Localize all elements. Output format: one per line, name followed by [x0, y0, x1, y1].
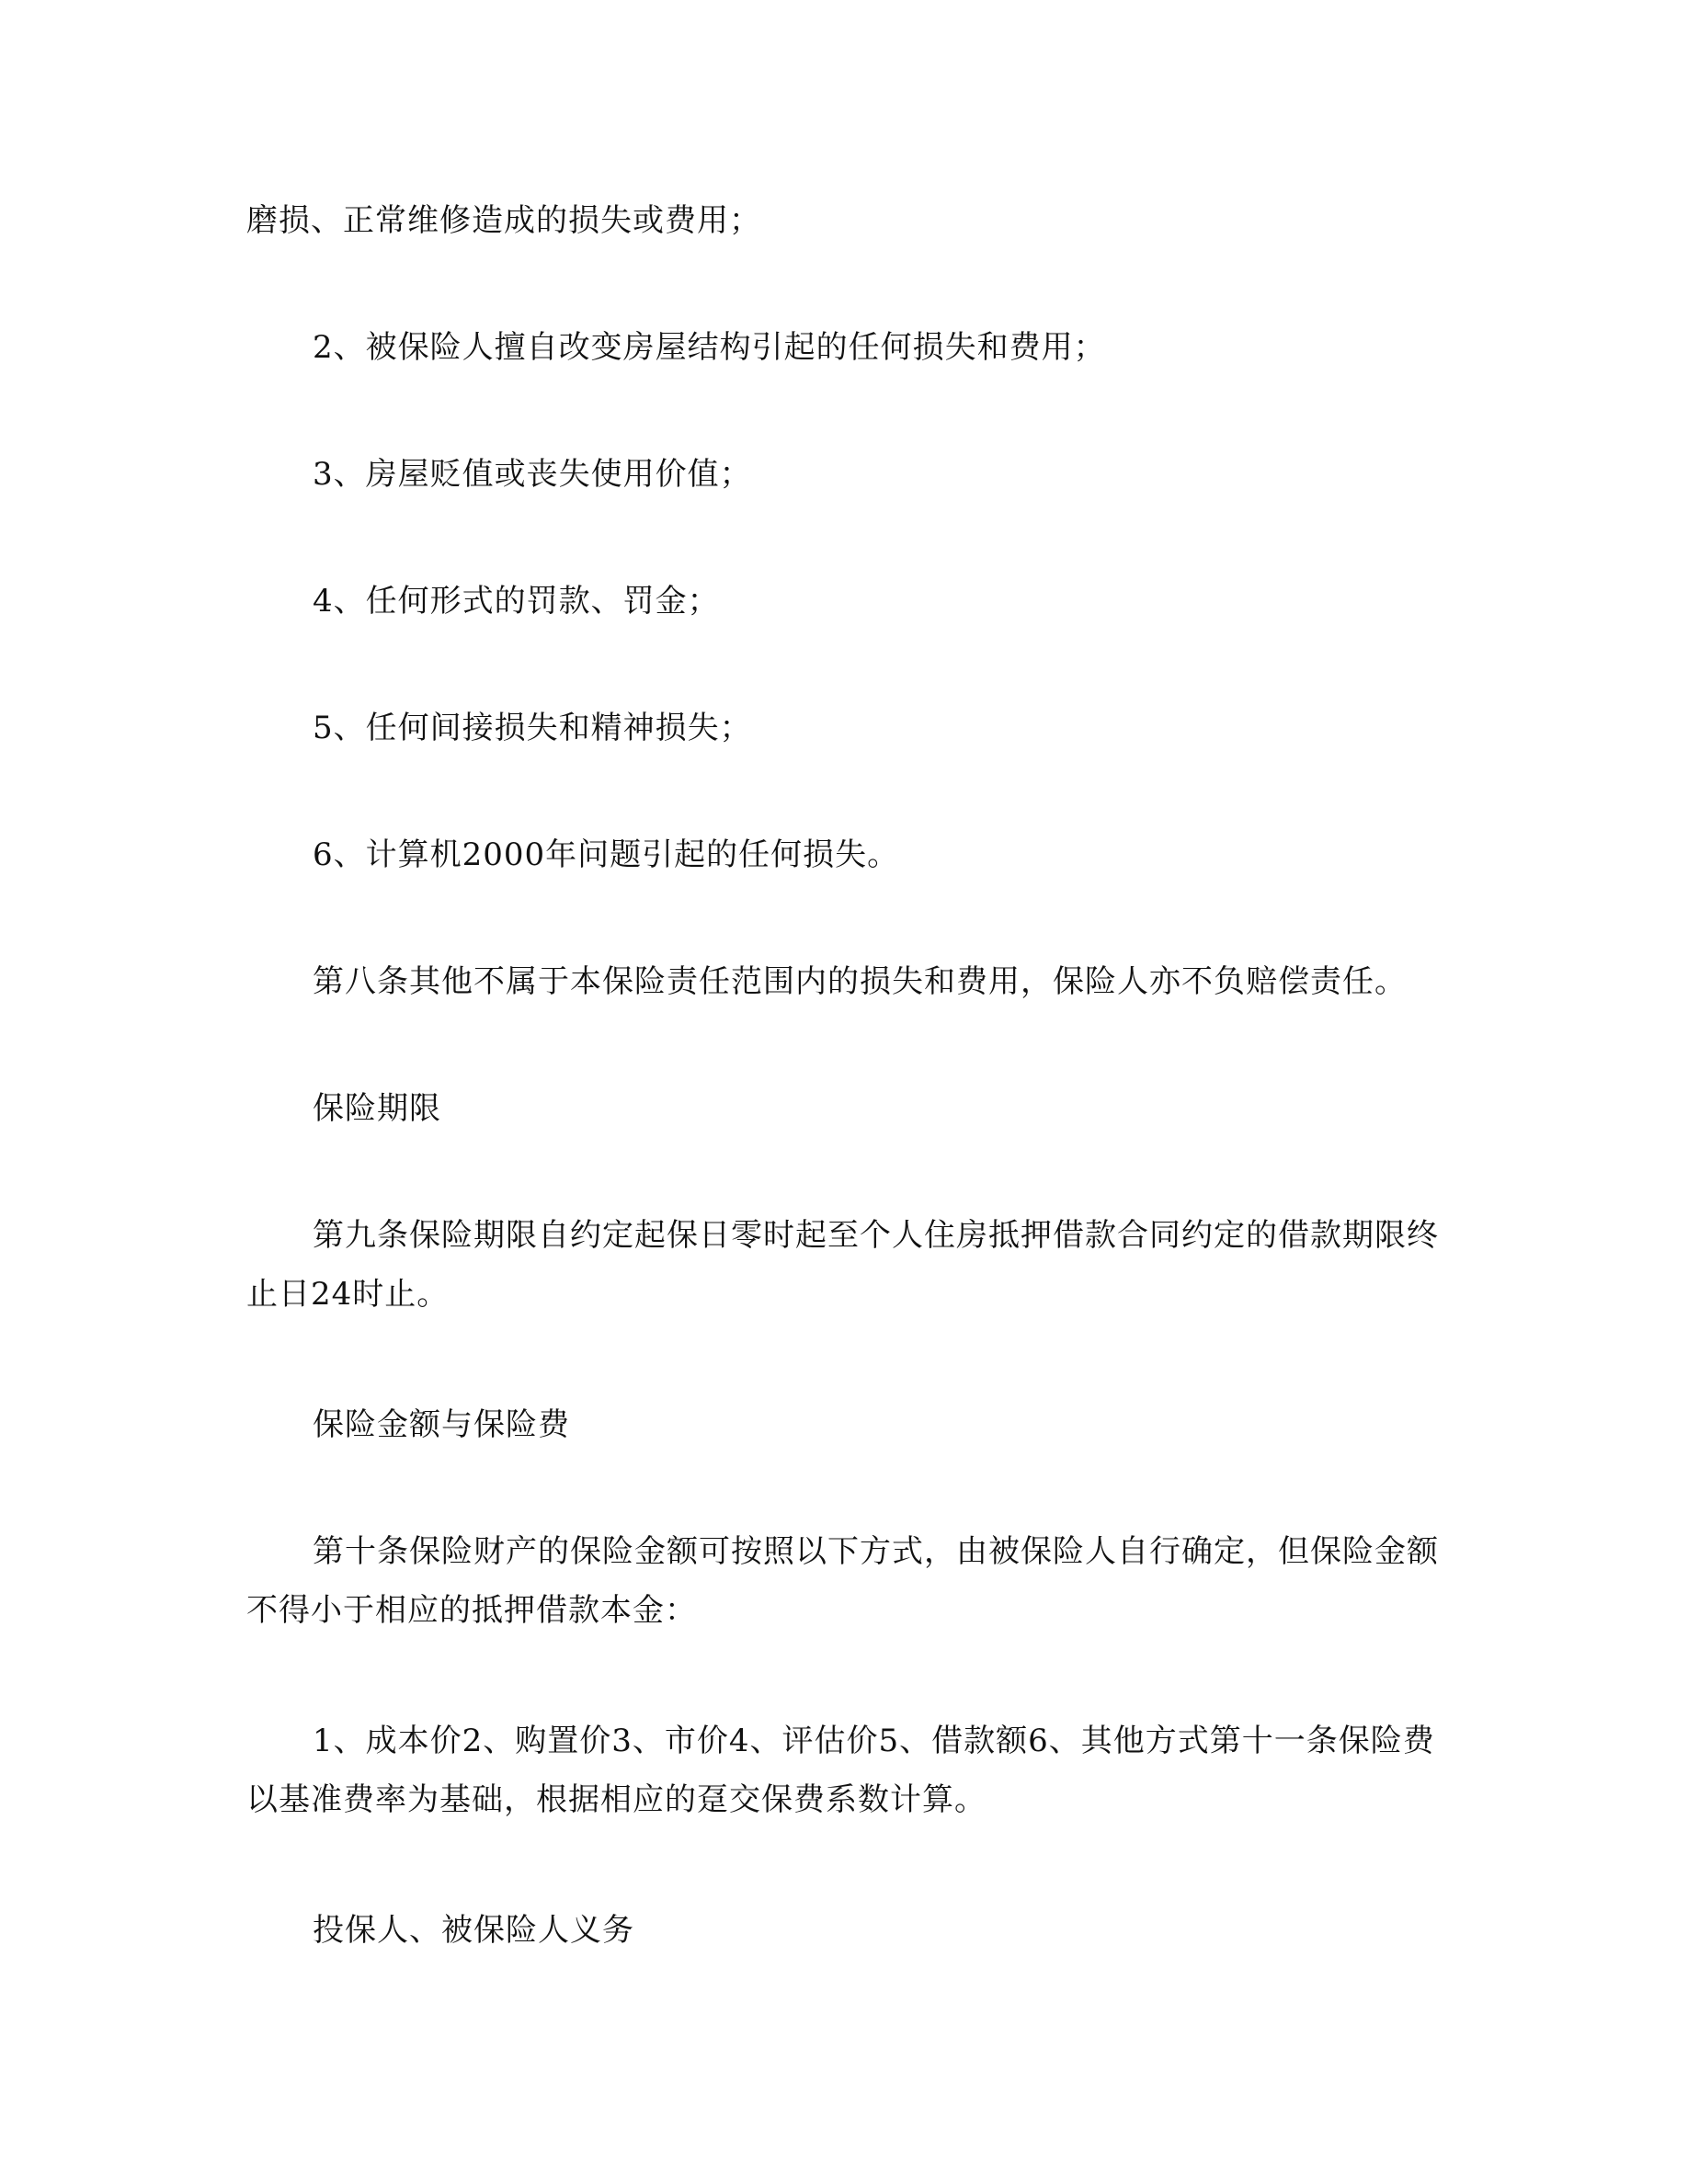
paragraph-item-2: 2、被保险人擅自改变房屋结构引起的任何损失和费用；: [313, 329, 1106, 366]
paragraph-item-5: 5、任何间接损失和精神损失；: [313, 710, 752, 746]
section-heading-insurance-period: 保险期限: [313, 1090, 441, 1127]
paragraph-wear-and-repair: 磨损、正常维修造成的损失或费用；: [246, 202, 761, 239]
paragraph-item-4: 4、任何形式的罚款、罚金；: [313, 583, 720, 620]
paragraph-item-6: 6、计算机2000年问题引起的任何损失。: [313, 836, 900, 873]
section-heading-sum-insured-and-premium: 保险金额与保险费: [313, 1406, 570, 1443]
paragraph-article-10: 第十条保险财产的保险金额可按照以下方式，由被保险人自行确定，但保险金额不得小于相应的抵押借款本金：: [246, 1533, 1439, 1629]
paragraph-article-9: 第九条保险期限自约定起保日零时起至个人住房抵押借款合同约定的借款期限终止日24时止。: [246, 1217, 1439, 1313]
paragraph-valuation-methods-article-11: 1、成本价2、购置价3、市价4、评估价5、借款额6、其他方式第十一条保险费以基准费率为基础，根据相应的趸交保费系数计算。: [246, 1723, 1435, 1818]
paragraph-article-8: 第八条其他不属于本保险责任范围内的损失和费用，保险人亦不负赔偿责任。: [313, 963, 1407, 1000]
paragraph-item-3: 3、房屋贬值或丧失使用价值；: [313, 456, 752, 493]
section-heading-obligations: 投保人、被保险人义务: [313, 1912, 634, 1949]
